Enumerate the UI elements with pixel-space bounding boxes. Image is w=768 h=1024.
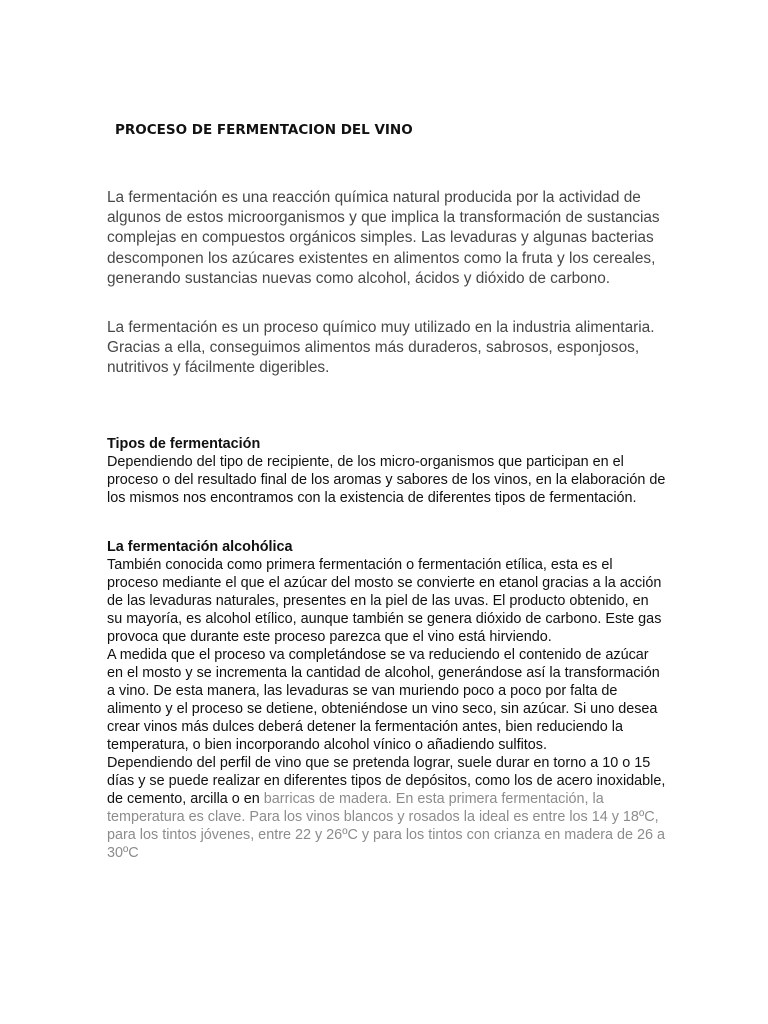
section-alcoholica-paragraph-2: A medida que el proceso va completándose se va reduciendo el contenido de azúcar en el mosto y se incrementa la cantidad de alcohol, generándose así la transformación a vino. De esta manera, las levaduras se van muriendo poco a poco por falta de alimento y el proceso se detiene, obteniéndose un vino seco, sin azúcar. Si uno desea crear vinos más dulces deberá detener la fermentación antes, bien reduciendo la temperatura, o bien incorporando alcohol vínico o añadiendo sulfitos. bbox=[107, 647, 660, 753]
section-alcoholica bbox=[107, 538, 667, 862]
section-alcoholica-paragraph-3 bbox=[107, 754, 667, 862]
section-alcoholica-paragraph-1: También conocida como primera fermentación o fermentación etílica, esta es el proceso mediante el que el azúcar del mosto se convierte en etanol gracias a la acción de las levaduras naturales, presentes en la piel de las uvas. El producto obtenido, en su mayoría, es alcohol etílico, aunque también se genera dióxido de carbono. Este gas provoca que durante este proceso parezca que el vino está hirviendo. bbox=[107, 557, 662, 645]
section-tipos-heading: Tipos de fermentación bbox=[107, 436, 261, 452]
document-title: PROCESO DE FERMENTACION DEL VINO bbox=[115, 122, 413, 138]
intro-paragraph-1: La fermentación es una reacción química natural producida por la actividad de algunos de estos microorganismos y que implica la transformación de sustancias complejas en compuestos orgánicos simples. Las levaduras y algunas bacterias descomponen los azúcares existentes en alimentos como la fruta y los cereales, generando sustancias nuevas como alcohol, ácidos y dióxido de carbono. bbox=[107, 189, 660, 287]
paragraph-3-dark-text: Dependiendo del perfil de vino que se pretenda lograr, suele durar en torno a 10 o 15 días y se puede realizar en diferentes tipos de depósitos, como los de acero inoxidable, de cemento, arcilla o en bbox=[107, 755, 666, 807]
section-tipos-body: Dependiendo del tipo de recipiente, de los micro-organismos que participan en el proceso o del resultado final de los aromas y sabores de los vinos, en la elaboración de los mismos nos encontramos con la existencia de diferentes tipos de fermentación. bbox=[107, 454, 666, 506]
section-tipos bbox=[107, 435, 667, 507]
section-alcoholica-heading: La fermentación alcohólica bbox=[107, 539, 293, 555]
paragraph-3-faded-text: barricas de madera. En esta primera fermentación, la temperatura es clave. Para los vinos blancos y rosados la ideal es entre los 14 y 18ºC, para los tintos jóvenes, entre 22 y 26ºC y para los tintos con crianza en madera de 26 a 30ºC bbox=[107, 791, 666, 861]
intro-paragraph-2: La fermentación es un proceso químico muy utilizado en la industria alimentaria. Gracias a ella, conseguimos alimentos más duraderos, sabrosos, esponjosos, nutritivos y fácilmente digeribles. bbox=[107, 319, 655, 377]
